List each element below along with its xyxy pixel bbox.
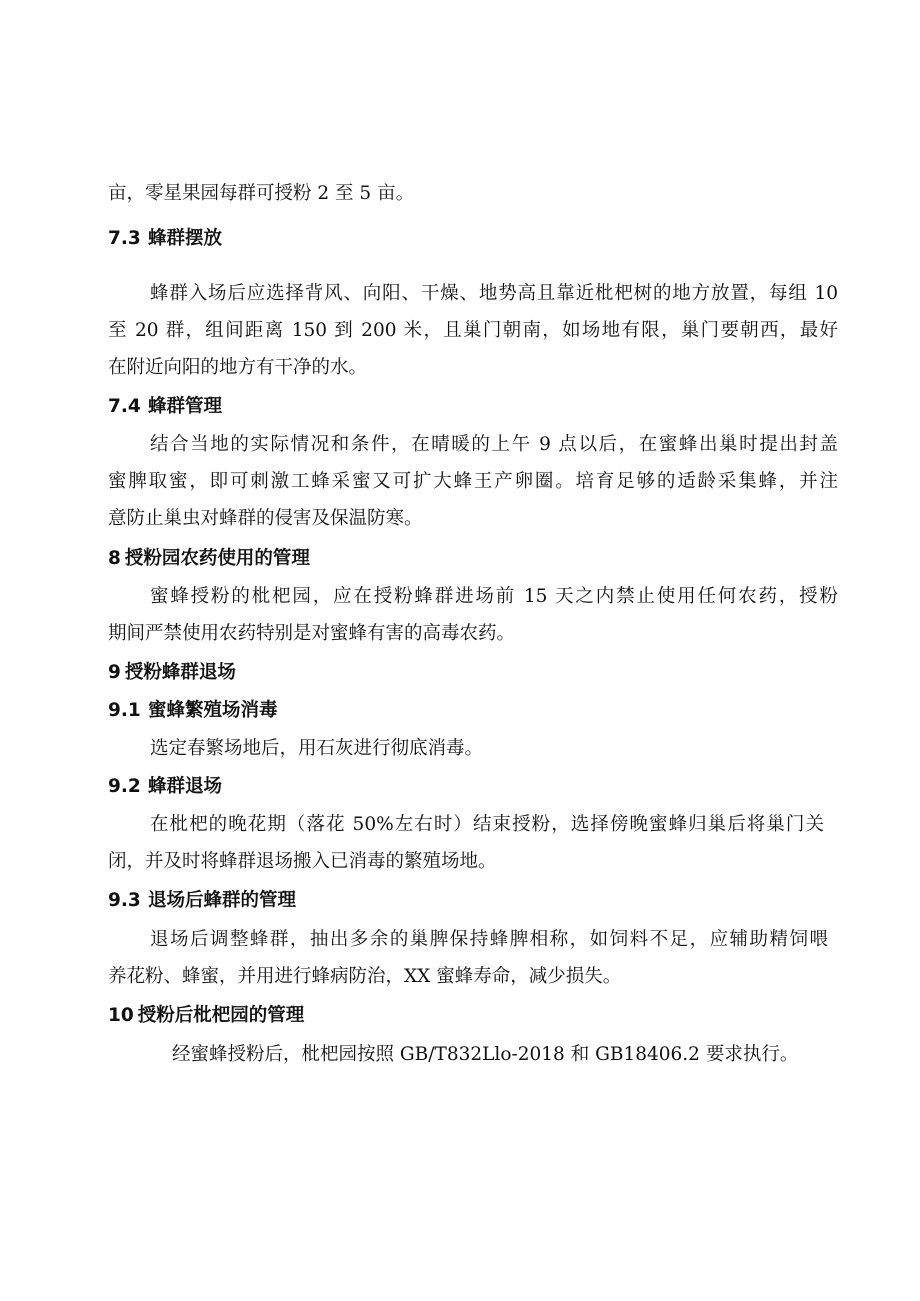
paragraph-line: 亩，零星果园每群可授粉 2 至 5 亩。 [108,183,415,204]
paragraph-line: 结合当地的实际情况和条件，在晴暖的上午 9 点以后，在蜜蜂出巢时提出封盖 [150,434,838,455]
section-number: 7.3 [108,228,141,249]
paragraph-line: 至 20 群，组间距离 150 到 200 米，且巢门朝南，如场地有限，巢门要朝西，最好 [108,320,838,341]
paragraph-line: 闭，并及时将蜂群退场搬入已消毒的繁殖场地。 [108,851,497,872]
paragraph-line: 经蜜蜂授粉后，枇杷园按照 GB/T832Llo-2018 和 GB18406.2 要求执行。 [172,1044,799,1065]
paragraph-line: 蜜脾取蜜，即可刺激工蜂采蜜又可扩大蜂王产卵圈。培育足够的适龄采集蜂，并注 [108,471,838,492]
paragraph-line: 在枇杷的晚花期（落花 50%左右时）结束授粉，选择傍晚蜜蜂归巢后将巢门关 [150,814,824,835]
section-title: 授粉园农药使用的管理 [124,548,310,569]
section-heading-9 [108,660,236,686]
section-heading-7-3 [108,226,222,252]
paragraph-line: 养花粉、蜂蜜，并用进行蜂病防治，XX 蜜蜂寿命，减少损失。 [108,966,622,987]
section-heading-9-1 [108,698,278,724]
section-heading-9-2 [108,774,222,800]
section-title: 授粉蜂群退场 [124,662,236,683]
section-heading-7-4 [108,394,222,420]
section-number: 9 [108,662,121,683]
paragraph-line: 蜂群入场后应选择背风、向阳、干燥、地势高且靠近枇杷树的地方放置，每组 10 [150,283,838,304]
section-heading-9-3 [108,888,296,914]
section-number: 9.2 [108,776,141,797]
section-heading-8 [108,546,310,572]
section-title: 授粉后枇杷园的管理 [137,1005,305,1026]
paragraph-line: 选定春繁场地后，用石灰进行彻底消毒。 [150,738,484,759]
paragraph-line: 在附近向阳的地方有干净的水。 [108,357,368,378]
section-title: 退场后蜂群的管理 [148,890,297,911]
section-title: 蜂群管理 [148,396,223,417]
paragraph-line: 蜜蜂授粉的枇杷园，应在授粉蜂群进场前 15 天之内禁止使用任何农药，授粉 [150,586,838,607]
section-number: 9.3 [108,890,141,911]
paragraph-line: 期间严禁使用农药特别是对蜜蜂有害的高毒农药。 [108,623,516,644]
section-number: 8 [108,548,121,569]
section-title: 蜜蜂繁殖场消毒 [148,700,278,721]
section-heading-10 [108,1003,304,1029]
section-number: 7.4 [108,396,141,417]
paragraph-line: 退场后调整蜂群，抽出多余的巢脾保持蜂脾相称，如饲料不足，应辅助精饲喂 [150,929,828,950]
paragraph-line: 意防止巢虫对蜂群的侵害及保温防寒。 [108,508,423,529]
section-title: 蜂群摆放 [148,228,223,249]
section-number: 9.1 [108,700,141,721]
section-number: 10 [108,1005,134,1026]
section-title: 蜂群退场 [148,776,223,797]
